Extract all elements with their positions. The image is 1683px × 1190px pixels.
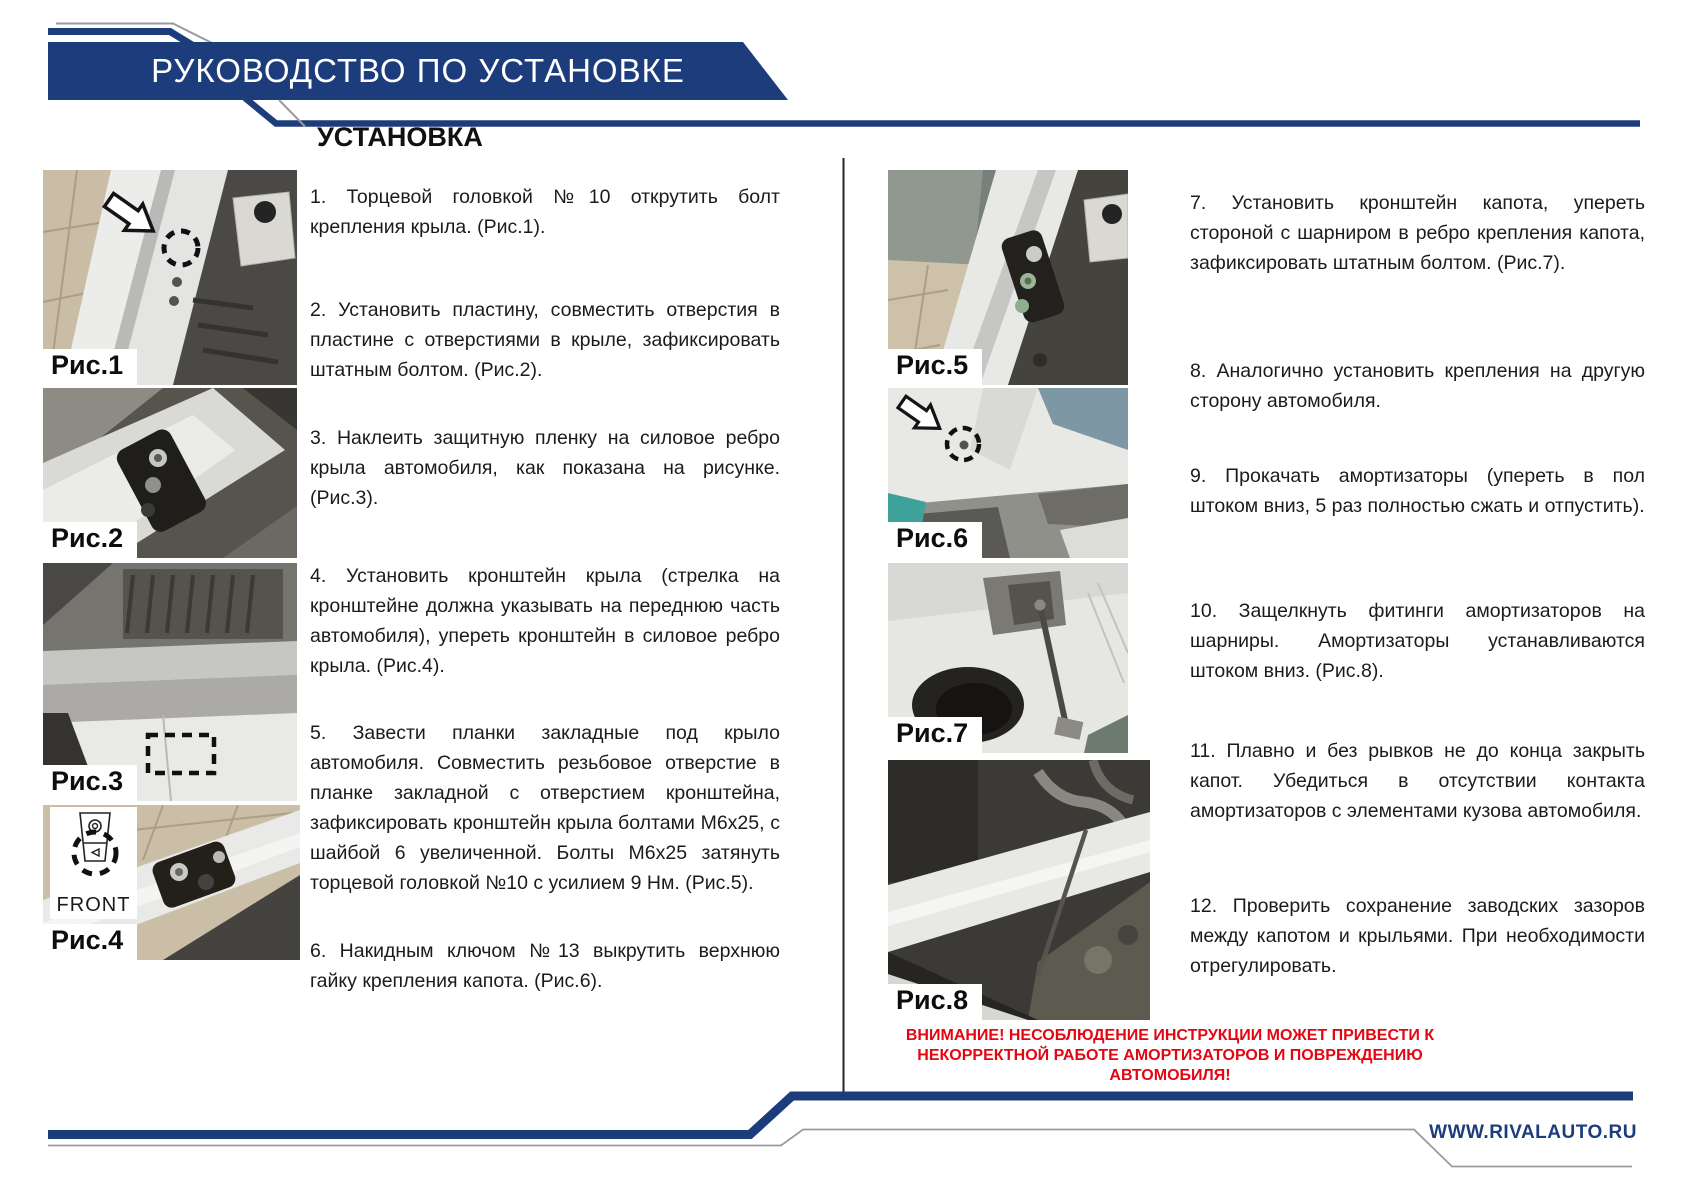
figure-1-photo [43, 170, 297, 385]
step-11: 11. Плавно и без рывков не до конца закрыть капот. Убедиться в отсутствии контакта амортизаторов с элементами кузова автомобиля. [1190, 740, 1645, 822]
figure-4-caption: Рис.4 [43, 924, 137, 960]
figure-4-photo [43, 805, 300, 960]
step-5: 5. Завести планки закладные под крыло автомобиля. Совместить резьбовое отверстие в планке закладной с отверстием кронштейна, зафиксировать кронштейн крыла болтами М6х25, с шайбой 6 увеличенной. Болты М6х25 затянуть торцевой головкой №10 с усилием 9 Нм. (Рис.5). [310, 722, 780, 894]
website-url: WWW.RIVALAUTO.RU [1429, 1122, 1637, 1143]
figure-8-illustration [888, 760, 1150, 1020]
page-title: РУКОВОДСТВО ПО УСТАНОВКЕ [151, 52, 685, 89]
step-7: 7. Установить кронштейн капота, упереть стороной с шарниром в ребро крепления капота, зафиксировать штатным болтом. (Рис.7). [1190, 192, 1645, 274]
step-12: 12. Проверить сохранение заводских зазоров между капотом и крыльями. При необходимости отрегулировать. [1190, 895, 1645, 977]
step-9: 9. Прокачать амортизаторы (упереть в пол штоком вниз, 5 раз полностью сжать и отпустить). [1190, 465, 1645, 517]
step-4: 4. Установить кронштейн крыла (стрелка на кронштейне должна указывать на переднюю часть автомобиля), упереть кронштейн в силовое ребро крыла. (Рис.4). [310, 565, 780, 677]
figure-2-caption: Рис.2 [43, 522, 137, 558]
figure-6-caption: Рис.6 [888, 522, 982, 558]
section-title: УСТАНОВКА [317, 122, 483, 152]
figure-7-photo [888, 563, 1128, 753]
header-rule-blue [245, 98, 1640, 124]
step-1: 1. Торцевой головкой №10 открутить болт крепления крыла. (Рис.1). [310, 186, 780, 238]
warning-line-1: ВНИМАНИЕ! НЕСОБЛЮДЕНИЕ ИНСТРУКЦИИ МОЖЕТ ПРИВЕСТИ К [905, 1027, 1435, 1044]
warning-text [870, 1026, 1470, 1086]
step-10: 10. Защелкнуть фитинги амортизаторов на шарниры. Амортизаторы устанавливаются штоком вниз. (Рис.8). [1190, 600, 1645, 682]
figure-5-caption: Рис.5 [888, 349, 982, 385]
figure-3-caption: Рис.3 [43, 765, 137, 801]
step-3: 3. Наклеить защитную пленку на силовое ребро крыла автомобиля, как показана на рисунке. (Рис.3). [310, 427, 780, 509]
bracket-diagram-icon [50, 807, 137, 889]
figure-4-front-inset [50, 807, 137, 919]
figure-8-photo [888, 760, 1150, 1020]
warning-line-3: АВТОМОБИЛЯ! [1109, 1067, 1231, 1084]
front-label: FRONT [56, 894, 131, 916]
step-8: 8. Аналогично установить крепления на другую сторону автомобиля. [1190, 360, 1645, 412]
step-6: 6. Накидным ключом №13 выкрутить верхнюю гайку крепления капота. (Рис.6). [310, 940, 780, 992]
figure-8-caption: Рис.8 [888, 984, 982, 1020]
step-2: 2. Установить пластину, совместить отверстия в пластине с отверстиями в крыле, зафиксировать штатным болтом. (Рис.2). [310, 299, 780, 381]
warning-line-2: НЕКОРРЕКТНОЙ РАБОТЕ АМОРТИЗАТОРОВ И ПОВРЕЖДЕНИЮ [917, 1047, 1423, 1064]
figure-1-caption: Рис.1 [43, 349, 137, 385]
figure-3-photo [43, 563, 297, 801]
figure-6-photo [888, 388, 1128, 558]
figure-2-photo [43, 388, 297, 558]
figure-7-caption: Рис.7 [888, 717, 982, 753]
figure-5-photo [888, 170, 1128, 385]
